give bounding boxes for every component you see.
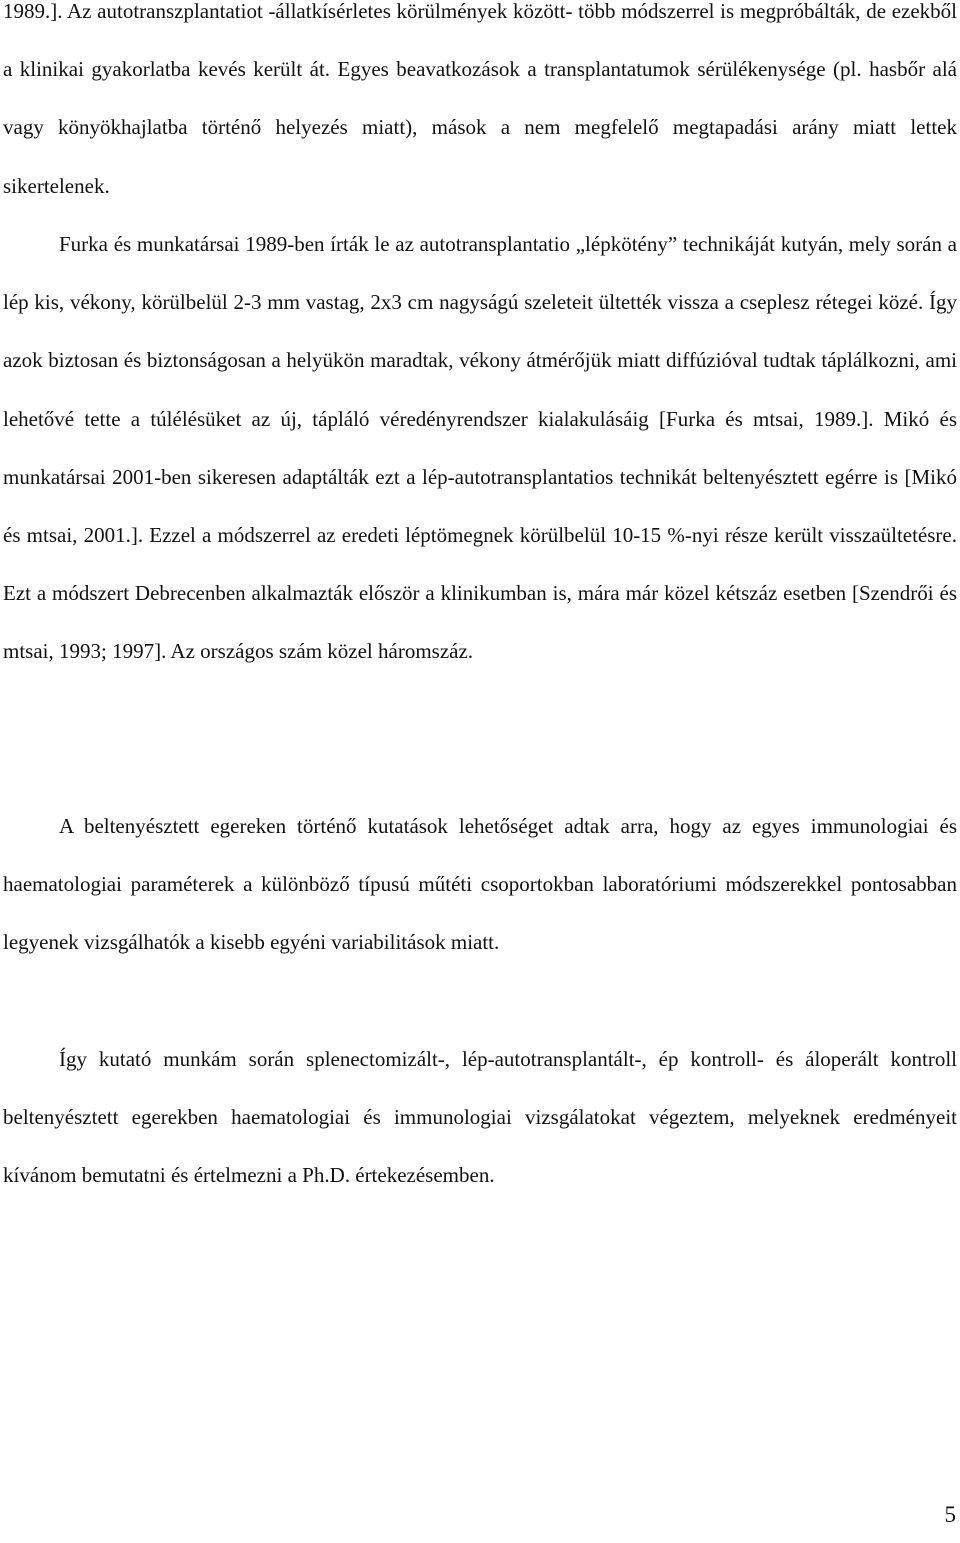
paragraph-4: Így kutató munkám során splenectomizált-, lép-autotransplantált-, ép kontroll- és áloperált kontroll beltenyésztett egerekben haematologiai és immunologiai vizsgálatokat végeztem, melyeknek eredményeit kívánom bemutatni és értelmezni a Ph.D. értekezésemben. bbox=[3, 1047, 957, 1188]
paragraph-1: 1989.]. Az autotranszplantatiot -állatkísérletes körülmények között- több módszerrel is megpróbálták, de ezekből a klinikai gyakorlatba kevés került át. Egyes beavatkozások a transplantatumok sérülékenysége (pl. hasbőr alá vagy könyökhajlatba történő helyezés miatt), mások a nem megfelelő megtapadási arány miatt lettek sikertelenek. bbox=[3, 0, 957, 198]
text-column-2 bbox=[3, 215, 957, 681]
text-column-4 bbox=[3, 1030, 957, 1205]
paragraph-2: Furka és munkatársai 1989-ben írták le az autotransplantatio „lépkötény” technikáját kutyán, mely során a lép kis, vékony, körülbelül 2-3 mm vastag, 2x3 cm nagyságú szeleteit ültették vissza a cseplesz rétegei közé. Így azok biztosan és biztonságosan a helyükön maradtak, vékony átmérőjük miatt diffúzióval tudtak táplálkozni, ami lehetővé tette a túlélésüket az új, tápláló véredényrendszer kialakulásáig [Furka és mtsai, 1989.]. Mikó és munkatársai 2001-ben sikeresen adaptálták ezt a lép-autotransplantatios technikát beltenyésztett egérre is [Mikó és mtsai, 2001.]. Ezzel a módszerrel az eredeti léptömegnek körülbelül 10-15 %-nyi része került visszaültetésre. Ezt a módszert Debrecenben alkalmazták először a klinikumban is, mára már közel kétszáz esetben [Szendrői és mtsai, 1993; 1997]. Az országos szám közel háromszáz. bbox=[3, 232, 957, 664]
text-column-1 bbox=[3, 0, 957, 215]
paragraph-3: A beltenyésztett egereken történő kutatások lehetőséget adtak arra, hogy az egyes immunologiai és haematologiai paraméterek a különböző típusú műtéti csoportokban laboratóriumi módszerekkel pontosabban legyenek vizsgálhatók a kisebb egyéni variabilitások miatt. bbox=[3, 814, 957, 955]
text-column-3 bbox=[3, 797, 957, 972]
page-number: 5 bbox=[944, 1502, 956, 1527]
